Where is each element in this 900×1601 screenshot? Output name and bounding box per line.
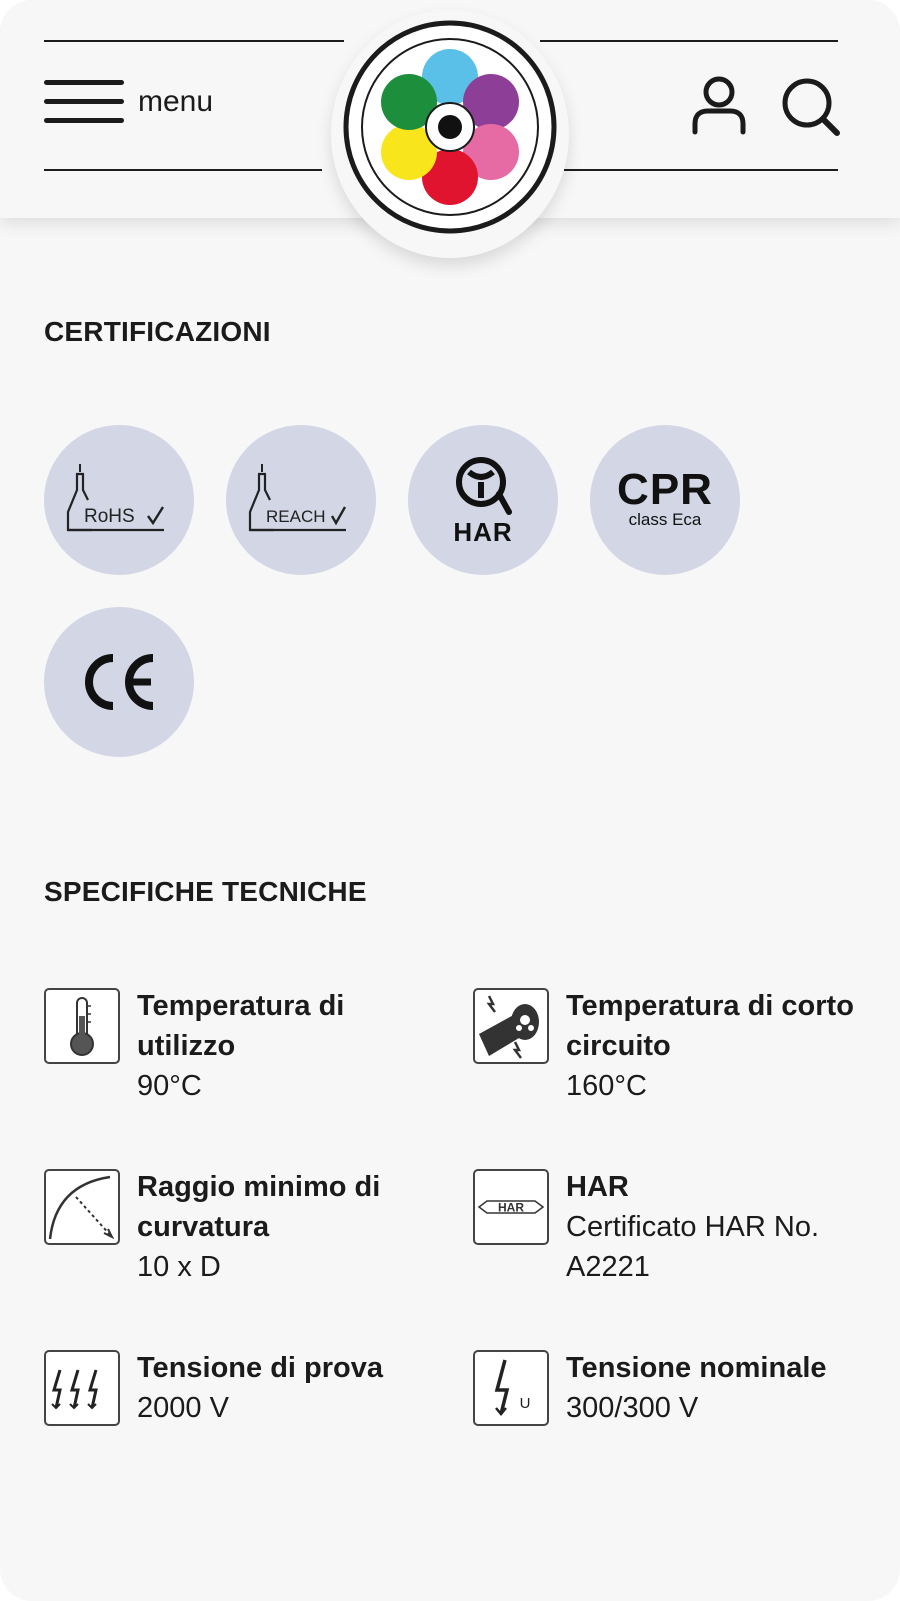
spec-title: Tensione nominale [566,1352,827,1384]
spec-min-bend-radius [44,1167,424,1287]
menu-label: menu [138,85,214,118]
spec-value: 10 x D [137,1251,221,1283]
certifications-title: CERTIFICAZIONI [44,316,271,347]
spec-value: Certificato HAR No. A2221 [566,1211,820,1283]
cable-logo-icon [331,10,569,258]
spec-value: 160°C [566,1070,647,1102]
search-icon[interactable] [780,76,842,136]
nominal-voltage-icon [473,1350,549,1426]
har-badge [408,425,558,575]
rohs-badge [44,425,194,575]
header-rule-top-left [44,40,344,42]
ce-mark-icon [79,650,159,714]
header-rule-bottom-left [44,169,322,171]
reach-flask-icon [246,460,356,540]
menu-button[interactable] [44,78,213,126]
cable-logo[interactable] [331,10,569,258]
spec-operating-temperature [44,986,424,1106]
spec-title: Tensione di prova [137,1352,384,1384]
spec-value: 90°C [137,1070,202,1102]
short-circuit-icon [473,988,549,1064]
rohs-flask-icon [64,460,174,540]
cpr-class: class Eca [628,510,702,529]
har-imq-icon [451,456,515,518]
specs-title: SPECIFICHE TECNICHE [44,876,367,907]
svg-text:HAR: HAR [498,1200,524,1215]
svg-text:U: U [519,1395,531,1412]
spec-nominal-voltage [473,1348,853,1468]
spec-value: 2000 V [137,1392,229,1424]
user-icon[interactable] [690,74,748,136]
har-mark-icon [473,1169,549,1245]
spec-short-circuit-temperature [473,986,853,1106]
spec-title: HAR [566,1171,629,1203]
reach-badge [226,425,376,575]
spec-title: Temperatura di utilizzo [137,990,345,1062]
spec-title: Raggio minimo di curvatura [137,1171,381,1243]
cpr-badge [590,425,740,575]
spec-title: Temperatura di corto circuito [566,990,854,1062]
spec-har [473,1167,853,1287]
test-voltage-icon [44,1350,120,1426]
thermometer-icon [44,988,120,1064]
cpr-label: CPR [617,465,713,514]
ce-badge [44,607,194,757]
bend-radius-icon [44,1169,120,1245]
spec-value: 300/300 V [566,1392,699,1424]
hamburger-icon [44,78,124,126]
spec-test-voltage [44,1348,424,1448]
reach-label: REACH [266,507,326,526]
header-rule-top-right [540,40,838,42]
header-rule-bottom-right [564,169,838,171]
rohs-label: RoHS [84,506,135,527]
har-label: HAR [453,517,513,547]
